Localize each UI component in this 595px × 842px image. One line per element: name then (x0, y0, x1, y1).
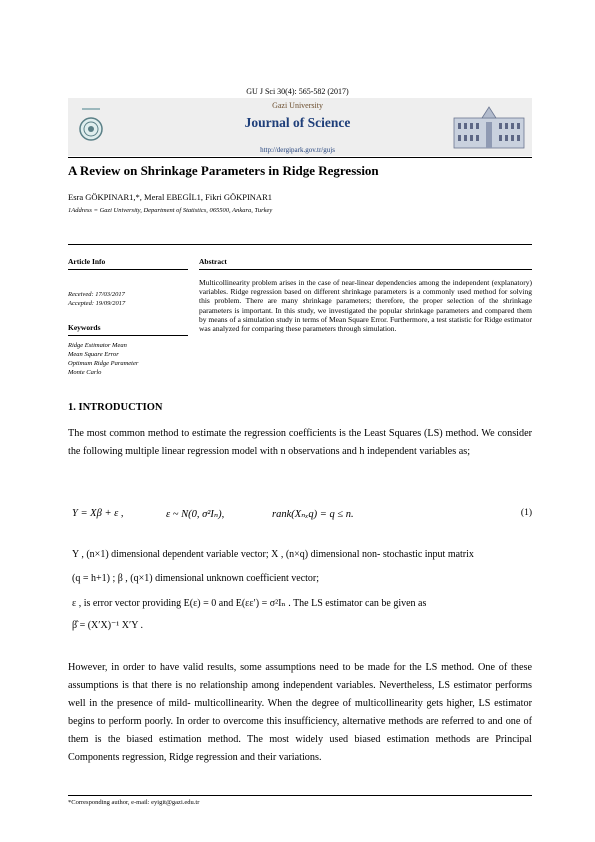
equation-rank-condition: rank(Xₙₓq) = q ≤ n. (272, 509, 354, 520)
assumptions-paragraph: However, in order to have valid results, some assumptions need to be made for the LS method. One of these assumptions is that there is no relationship among independent variables. Nevertheless, LS estimator performs well in the presence of mild- multicollinearity. When the degree of multicollinearity gets higher, LS estimator begins to perform poorly. In order to overcome this insufficiency, alternative methods are referred to and one of them is the biased estimation method. The most widely used biased estimation methods are Principal Components regression, Ridge regression and their variations. (68, 662, 532, 763)
received-date: Received: 17/03/2017 (68, 291, 125, 298)
paper-title: A Review on Shrinkage Parameters in Ridge Regression (68, 163, 379, 178)
keyword-item: Monte Carlo (68, 369, 102, 376)
abstract-rule (199, 269, 532, 270)
abstract-label: Abstract (199, 257, 227, 266)
article-info-label: Article Info (68, 257, 106, 266)
section-heading: 1. INTRODUCTION (68, 402, 163, 413)
definition-line: Y , (n×1) dimensional dependent variable vector; X , (n×q) dimensional non- stochastic input matrix (72, 549, 474, 560)
definition-line: ε , is error vector providing E(ε) = 0 and E(εε′) = σ²Iₙ . The LS estimator can be given as (72, 598, 427, 609)
journal-url[interactable]: http://dergipark.gov.tr/gujs (260, 146, 335, 154)
keywords-rule (68, 335, 188, 336)
ls-estimator-equation: β̂ = (X′X)⁻¹ X′Y . (72, 620, 144, 631)
accepted-date: Accepted: 19/09/2017 (68, 300, 126, 307)
intro-paragraph: The most common method to estimate the regression coefficients is the Least Squares (LS) method. We consider the following multiple linear regression model with n observations and h independent variables as; (68, 428, 532, 457)
keywords-label: Keywords (68, 323, 101, 332)
abstract-text: Multicollinearity problem arises in the case of near-linear dependencies among the independent (explanatory) variables. Ridge regression based on different shrinkage parameters is a commonly used method for solving this problem. There are many shrinkage parameters; therefore, the proper selection of the shrinkage parameters is important. In this study, we investigated the popular shrinkage parameters and compared them by means of a simulation study in terms of Mean Square Error. Furthermore, a test statistic for Ridge estimator was analyzed for comparing these parameters through simulation. (199, 278, 532, 334)
equation-model: Y = Xβ + ε , (72, 508, 124, 519)
keyword-item: Ridge Estimator Mean (68, 342, 127, 349)
article-info-rule (68, 269, 188, 270)
author-list: Esra GÖKPINAR1,*, Meral EBEGİL1, Fikri GÖKPINAR1 (68, 192, 272, 202)
keyword-item: Mean Square Error (68, 351, 119, 358)
definition-line: (q = h+1) ; β , (q×1) dimensional unknown coefficient vector; (72, 573, 320, 584)
university-name: Gazi University (272, 101, 323, 110)
journal-title: Journal of Science (244, 115, 351, 130)
equation-error-distribution: ε ~ N(0, σ²Iₙ), (166, 509, 225, 520)
affiliation: 1Address = Gazi University, Department of Statistics, 065500, Ankara, Turkey (68, 207, 273, 214)
header-rule (68, 157, 532, 158)
equation-number: (1) (520, 508, 532, 518)
info-top-rule (68, 244, 532, 245)
footnote: *Corresponding author, e-mail: eyigit@gazi.edu.tr (68, 799, 200, 806)
keyword-item: Optimum Ridge Parameter (68, 360, 139, 367)
footnote-rule (68, 795, 532, 796)
journal-reference: GU J Sci 30(4): 565-582 (2017) (246, 87, 349, 96)
